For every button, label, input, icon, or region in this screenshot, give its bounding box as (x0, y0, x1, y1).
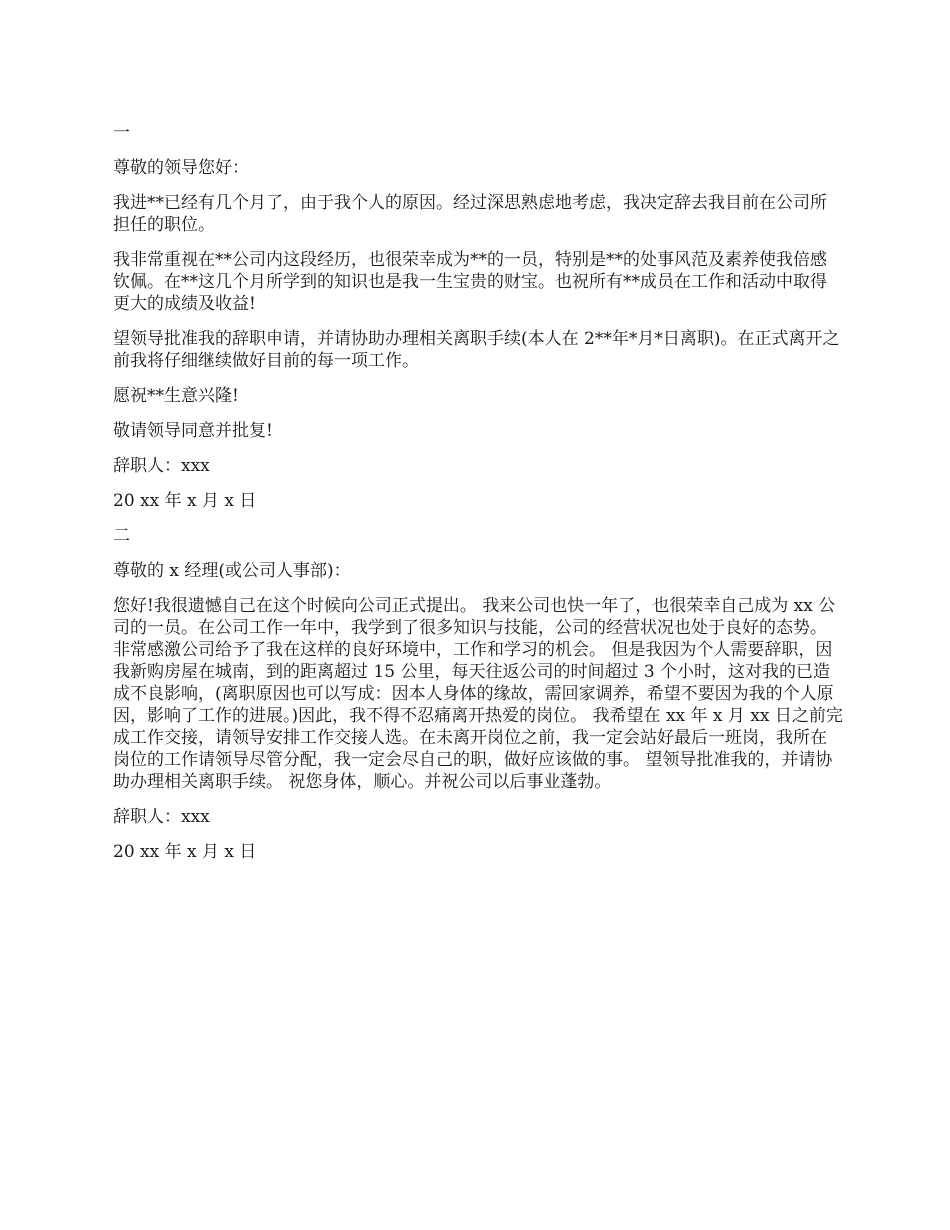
letter1-paragraph-4: 愿祝**生意兴隆! (113, 386, 239, 406)
letter2-signer: 辞职人：xxx (113, 807, 210, 827)
letter1-paragraph-3: 望领导批准我的辞职申请，并请协助办理相关离职手续(本人在 2**年*月*日离职)。在正式离开之前我将仔细继续做好目前的每一项工作。 (113, 329, 840, 371)
letter1-date: 20 xx 年 x 月 x 日 (113, 491, 257, 511)
letter2-heading: 二 (113, 526, 130, 546)
letter1-paragraph-5: 敬请领导同意并批复! (113, 421, 273, 441)
document-page (113, 122, 843, 876)
letter1-paragraph-1: 我进**已经有几个月了，由于我个人的原因。经过深思熟虑地考虑，我决定辞去我目前在公司所担任的职位。 (113, 193, 827, 235)
letter2-body: 您好!我很遗憾自己在这个时候向公司正式提出。 我来公司也快一年了，也很荣幸自己成为 xx 公司的一员。在公司工作一年中，我学到了很多知识与技能，公司的经营状况也处于良好的态势。非常感激公司给予了我在这样的良好环境中，工作和学习的机会。 但是我因为个人需要辞职，因我新购房屋在城南，到的距离超过 15 公里，每天往返公司的时间超过 3 个小时，这对我的已造成不良影响，(离职原因也可以写成：因本人身体的缘故，需回家调养，希望不要因为我的个人原因，影响了工作的进展。)因此，我不得不忍痛离开热爱的岗位。 我希望在 xx 年 x 月 xx 日之前完成工作交接，请领导安排工作交接人选。在未离开岗位之前，我一定会站好最后一班岗，我所在岗位的工作请领导尽管分配，我一定会尽自己的职，做好应该做的事。 望领导批准我的，并请协助办理相关离职手续。 祝您身体，顺心。并祝公司以后事业蓬勃。 (113, 596, 843, 792)
letter1-signer: 辞职人：xxx (113, 456, 210, 476)
letter2-salutation: 尊敬的 x 经理(或公司人事部)： (113, 561, 351, 581)
letter2-date: 20 xx 年 x 月 x 日 (113, 842, 257, 862)
letter1-heading: 一 (113, 123, 130, 143)
letter1-paragraph-2: 我非常重视在**公司内这段经历，也很荣幸成为**的一员，特别是**的处事风范及素养使我倍感钦佩。在**这几个月所学到的知识也是我一生宝贵的财宝。也祝所有**成员在工作和活动中取得更大的成绩及收益! (113, 250, 827, 314)
letter1-salutation: 尊敬的领导您好： (113, 158, 249, 178)
